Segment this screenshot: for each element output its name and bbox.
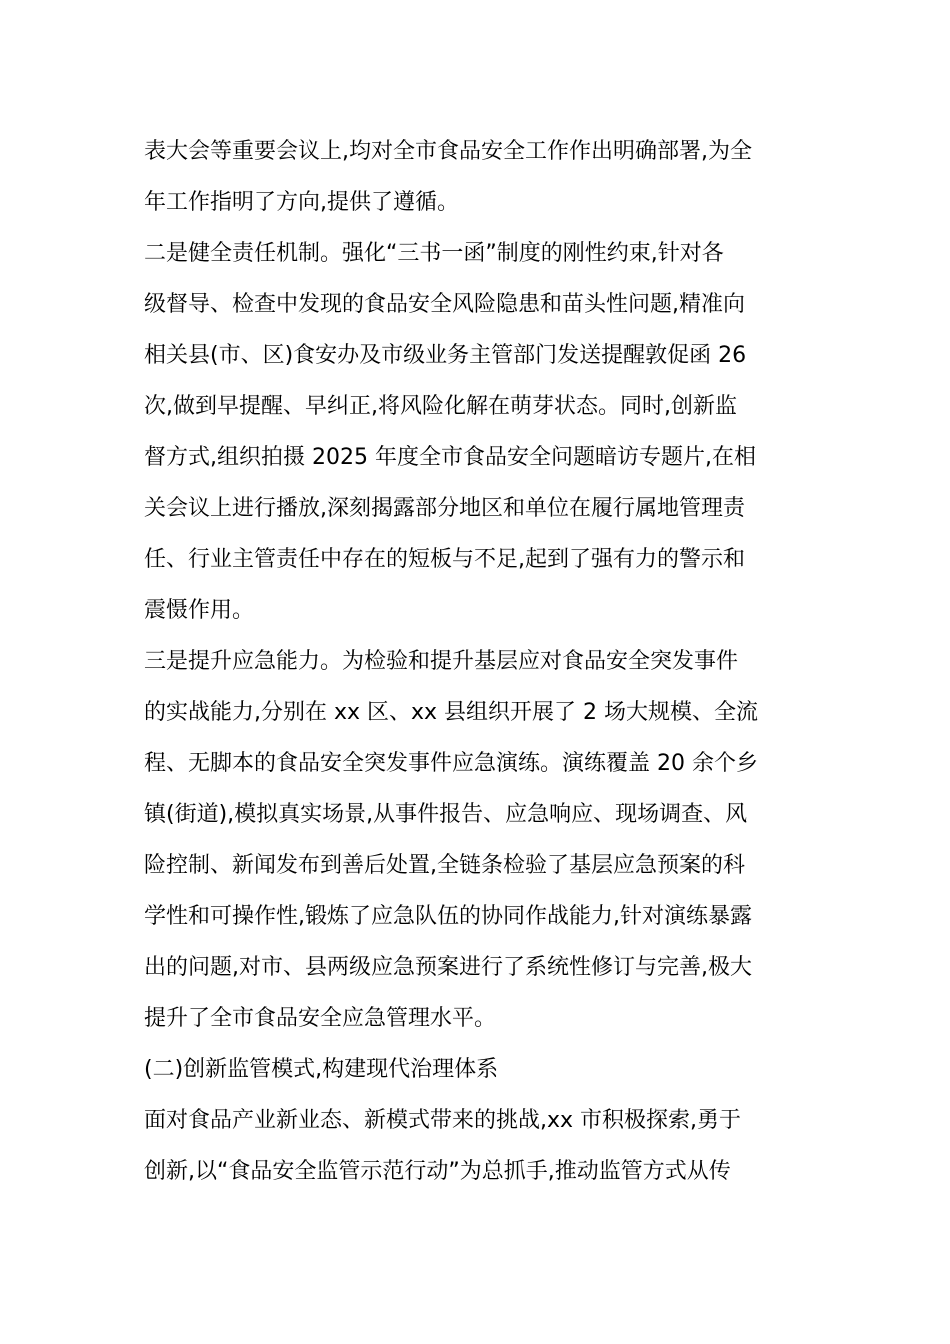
text-line: 面对食品产业新业态、新模式带来的挑战,xx 市积极探索,勇于 bbox=[144, 1108, 742, 1133]
text-line: 任、行业主管责任中存在的短板与不足,起到了强有力的警示和 bbox=[144, 547, 745, 572]
paragraph-emergency-capability bbox=[144, 636, 808, 1044]
text-line: 三是提升应急能力。为检验和提升基层应对食品安全突发事件 bbox=[144, 649, 739, 674]
text-line: 关会议上进行播放,深刻揭露部分地区和单位在履行属地管理责 bbox=[144, 496, 745, 521]
text-line: 震慑作用。 bbox=[144, 598, 255, 623]
section-heading bbox=[144, 1044, 808, 1095]
text-line: 学性和可操作性,锻炼了应急队伍的协同作战能力,针对演练暴露 bbox=[144, 904, 752, 929]
paragraph-continuation bbox=[144, 126, 808, 228]
text-line: 相关县(市、区)食安办及市级业务主管部门发送提醒敦促函 26 bbox=[144, 343, 747, 368]
text-line: 创新,以“食品安全监管示范行动”为总抓手,推动监管方式从传 bbox=[144, 1159, 731, 1184]
text-line: 二是健全责任机制。强化“三书一函”制度的刚性约束,针对各 bbox=[144, 241, 724, 266]
text-line: 次,做到早提醒、早纠正,将风险化解在萌芽状态。同时,创新监 bbox=[144, 394, 737, 419]
text-line: 险控制、新闻发布到善后处置,全链条检验了基层应急预案的科 bbox=[144, 853, 745, 878]
text-line: 年工作指明了方向,提供了遵循。 bbox=[144, 190, 459, 215]
text-line: (二)创新监管模式,构建现代治理体系 bbox=[144, 1057, 499, 1082]
text-line: 程、无脚本的食品安全突发事件应急演练。演练覆盖 20 余个乡 bbox=[144, 751, 758, 776]
text-line: 表大会等重要会议上,均对全市食品安全工作作出明确部署,为全 bbox=[144, 139, 752, 164]
text-line: 出的问题,对市、县两级应急预案进行了系统性修订与完善,极大 bbox=[144, 955, 752, 980]
text-line: 级督导、检查中发现的食品安全风险隐患和苗头性问题,精准向 bbox=[144, 292, 745, 317]
text-line: 镇(街道),模拟真实场景,从事件报告、应急响应、现场调查、风 bbox=[144, 802, 748, 827]
paragraph-innovation bbox=[144, 1095, 808, 1197]
document-body bbox=[144, 126, 808, 1197]
text-line: 督方式,组织拍摄 2025 年度全市食品安全问题暗访专题片,在相 bbox=[144, 445, 756, 470]
text-line: 提升了全市食品安全应急管理水平。 bbox=[144, 1006, 497, 1031]
paragraph-responsibility-mechanism bbox=[144, 228, 808, 636]
text-line: 的实战能力,分别在 xx 区、xx 县组织开展了 2 场大规模、全流 bbox=[144, 700, 759, 725]
